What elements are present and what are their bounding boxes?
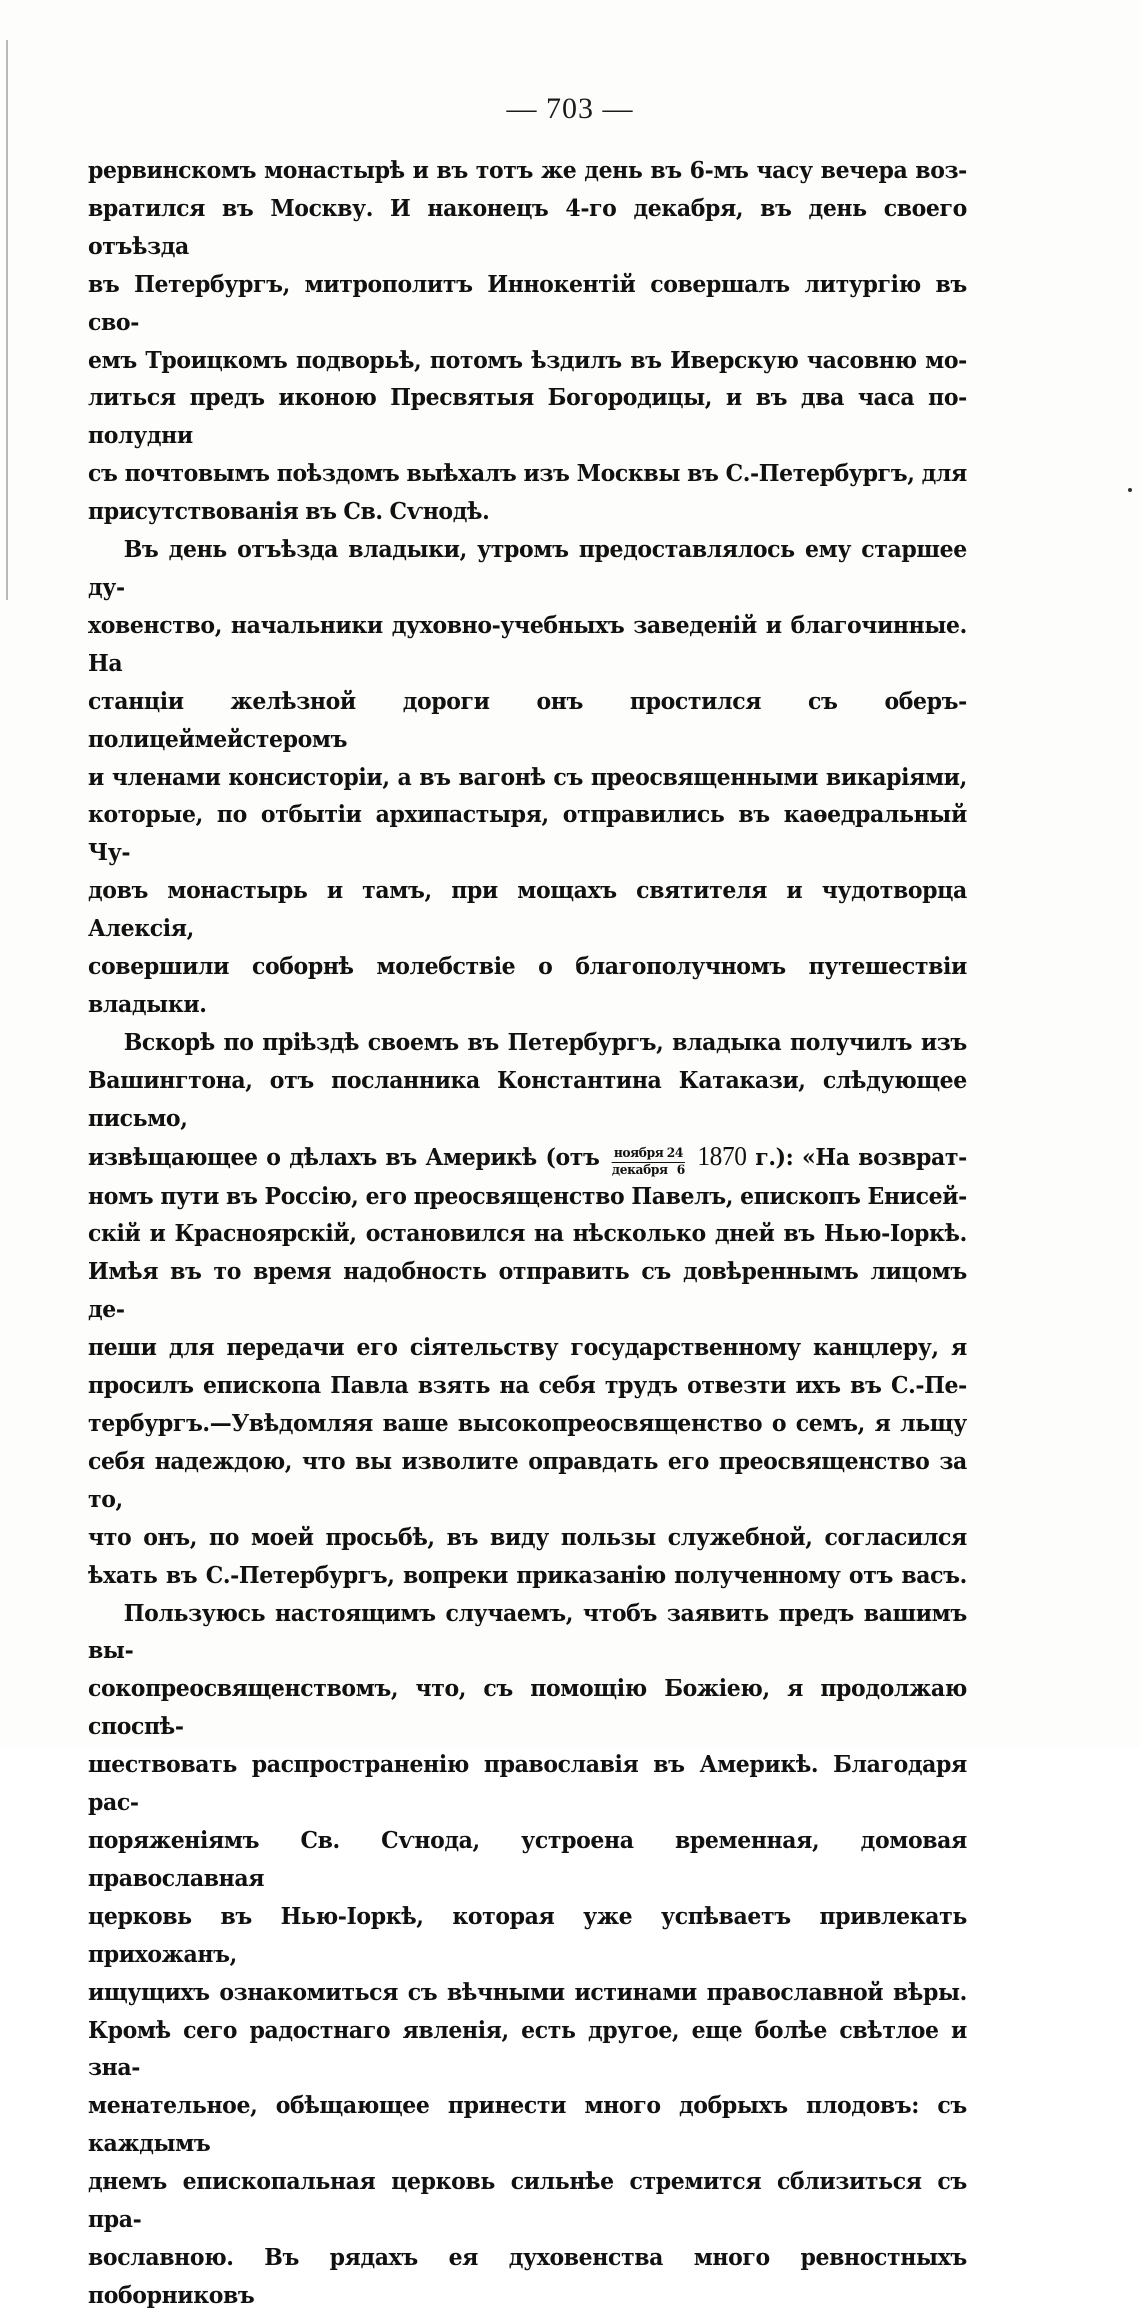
text-line: вратился въ Москву. И наконецъ 4-го декабря, въ день своего отъѣзда xyxy=(88,193,967,260)
text-line: станціи желѣзной дороги онъ простился съ оберъ-полицеймейстеромъ xyxy=(88,686,967,753)
text-line: Вашингтона, отъ посланника Константина Катакази, слѣдующее письмо, xyxy=(88,1065,967,1132)
text-line: ищущихъ ознакомиться съ вѣчными истинами православной вѣры. xyxy=(88,1977,967,2006)
text-line: вославною. Въ рядахъ ея духовенства много ревностныхъ поборниковъ xyxy=(88,2242,967,2309)
date-year: 1870 xyxy=(697,1140,747,1171)
text-line: рервинскомъ монастырѣ и въ тотъ же день въ 6-мъ часу вечера воз- xyxy=(88,156,967,184)
text-line: совершили соборнѣ молебствіе о благополучномъ путешествіи владыки. xyxy=(88,952,967,1018)
paragraph-4 xyxy=(88,1595,967,2315)
text-line: литься предъ иконою Пресвятыя Богородицы, и въ два часа по-полудни xyxy=(88,383,967,450)
margin-speck xyxy=(1128,488,1132,492)
text-line: поряженіямъ Св. Сѵнода, устроена временная, домовая православная xyxy=(88,1825,967,1892)
date-line-start: извѣщающее о дѣлахъ въ Америкѣ (отъ xyxy=(88,1142,600,1171)
body-text xyxy=(88,152,967,2315)
text-line: днемъ епископальная церковь сильнѣе стремится сблизиться съ пра- xyxy=(88,2167,967,2234)
text-line: Пользуюсь настоящимъ случаемъ, чтобъ заявить предъ вашимъ вы- xyxy=(88,1598,967,1665)
text-line: ѣхать въ С.-Петербургъ, вопреки приказанію полученному отъ васъ. xyxy=(88,1560,967,1589)
paragraph-2 xyxy=(88,531,967,1024)
text-line: съ почтовымъ поѣздомъ выѣхалъ изъ Москвы въ С.-Петербургъ, для xyxy=(88,459,967,488)
paragraph-3 xyxy=(88,1024,967,1595)
text-line: шествовать распространенію православія въ Америкѣ. Благодаря рас- xyxy=(88,1750,967,1817)
text-line: что онъ, по моей просьбѣ, въ виду пользы служебной, согласился xyxy=(88,1522,967,1551)
text-line: ховенство, начальники духовно-учебныхъ заведеній и благочинные. На xyxy=(88,610,967,677)
paragraph-1 xyxy=(88,152,967,531)
text-line: Въ день отъѣзда владыки, утромъ предоставлялось ему старшее ду- xyxy=(88,535,967,601)
text-line: сокопреосвященствомъ, что, съ помощію Божіею, я продолжаю споспѣ- xyxy=(88,1674,967,1741)
text-line: Вскорѣ по пріѣздѣ своемъ въ Петербургъ, владыка получилъ изъ xyxy=(123,1027,967,1056)
text-line: тербургъ.—Увѣдомляя ваше высокопреосвященство о семъ, я льщу xyxy=(88,1409,967,1437)
text-line: пеши для передачи его сіятельству государственному канцлеру, я xyxy=(88,1333,967,1362)
date-line-end: г.): «На возврат- xyxy=(755,1142,967,1171)
text-line: довъ монастырь и тамъ, при мощахъ святителя и чудотворца Алексія, xyxy=(88,876,967,943)
text-line: и членами консисторіи, а въ вагонѣ съ преосвященными викаріями, xyxy=(88,762,967,791)
text-line: емъ Троицкомъ подворьѣ, потомъ ѣздилъ въ Иверскую часовню мо- xyxy=(88,345,967,374)
text-line: Имѣя въ то время надобность отправить съ довѣреннымъ лицомъ де- xyxy=(88,1257,967,1324)
text-line: церковь въ Нью-Іоркѣ, которая уже успѣваетъ привлекать прихожанъ, xyxy=(88,1901,967,1968)
text-line: въ Петербургъ, митрополитъ Иннокентій совершалъ литургію въ сво- xyxy=(88,269,967,336)
text-line: номъ пути въ Россію, его преосвященство Павелъ, епископъ Енисей- xyxy=(88,1181,967,1210)
date-fraction xyxy=(612,1147,685,1178)
date-line xyxy=(88,1138,967,1178)
page-number: — 703 — xyxy=(506,92,634,125)
text-line: просилъ епископа Павла взять на себя трудъ отвезти ихъ въ С.-Пе- xyxy=(88,1371,967,1400)
text-line: Кромѣ сего радостнаго явленія, есть другое, еще болѣе свѣтлое и зна- xyxy=(88,2015,967,2082)
date-fraction-top: ноября 24 xyxy=(613,1145,684,1161)
text-line: которые, по отбытіи архипастыря, отправились въ каѳедральный Чу- xyxy=(88,800,967,867)
text-line: скій и Красноярскій, остановился на нѣсколько дней въ Нью-Іоркѣ. xyxy=(88,1219,967,1248)
text-line: присутствованія въ Св. Сѵнодѣ. xyxy=(88,497,490,526)
text-line: менательное, обѣщающее принести много добрыхъ плодовъ: съ каждымъ xyxy=(88,2091,967,2158)
text-line: себя надеждою, что вы изволите оправдать его преосвященство за то, xyxy=(88,1446,967,1513)
date-fraction-bottom: декабря 6 xyxy=(611,1162,685,1178)
